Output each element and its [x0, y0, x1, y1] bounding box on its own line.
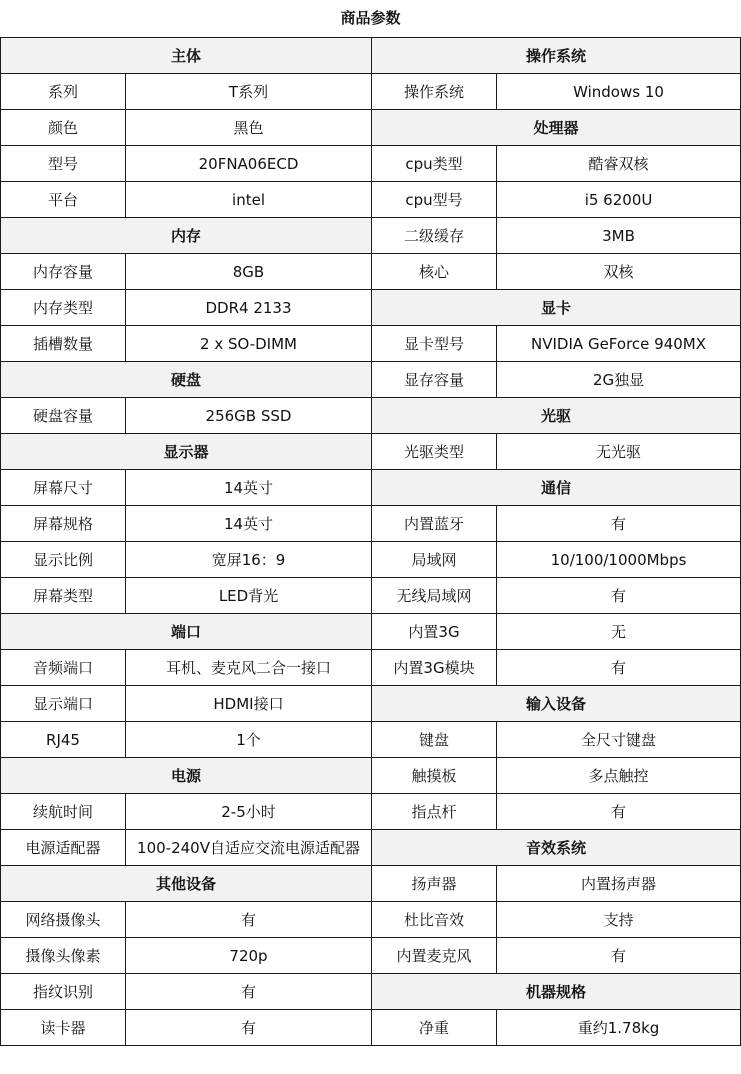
- right-spec-value: 无: [497, 614, 741, 650]
- table-row: [1, 38, 741, 74]
- page-title: 商品参数: [340, 9, 401, 27]
- right-spec-label: 核心: [372, 254, 497, 290]
- table-row: [1, 398, 741, 434]
- left-section-header: 电源: [1, 758, 372, 794]
- left-spec-label: RJ45: [1, 722, 126, 758]
- table-row: [1, 578, 741, 614]
- left-spec-value: 256GB SSD: [126, 398, 372, 434]
- right-spec-label: 净重: [372, 1010, 497, 1046]
- table-row: [1, 686, 741, 722]
- right-spec-label: 内置3G模块: [372, 650, 497, 686]
- table-row: [1, 74, 741, 110]
- right-spec-label: 光驱类型: [372, 434, 497, 470]
- right-spec-value: 3MB: [497, 218, 741, 254]
- table-row: [1, 146, 741, 182]
- right-spec-label: 触摸板: [372, 758, 497, 794]
- left-spec-label: 读卡器: [1, 1010, 126, 1046]
- left-spec-label: 内存类型: [1, 290, 126, 326]
- left-spec-label: 屏幕规格: [1, 506, 126, 542]
- right-spec-value: 有: [497, 938, 741, 974]
- left-section-header: 主体: [1, 38, 372, 74]
- left-spec-value: 720p: [126, 938, 372, 974]
- right-spec-value: 10/100/1000Mbps: [497, 542, 741, 578]
- right-spec-label: cpu型号: [372, 182, 497, 218]
- table-row: [1, 218, 741, 254]
- left-spec-label: 指纹识别: [1, 974, 126, 1010]
- right-section-header: 音效系统: [372, 830, 741, 866]
- right-spec-value: 内置扬声器: [497, 866, 741, 902]
- right-spec-value: 酷睿双核: [497, 146, 741, 182]
- table-row: [1, 254, 741, 290]
- left-spec-label: 屏幕尺寸: [1, 470, 126, 506]
- spec-table: [0, 37, 741, 1046]
- left-spec-value: 有: [126, 902, 372, 938]
- table-row: [1, 830, 741, 866]
- right-spec-value: i5 6200U: [497, 182, 741, 218]
- right-spec-label: 显卡型号: [372, 326, 497, 362]
- left-spec-value: 2-5小时: [126, 794, 372, 830]
- left-spec-value: 宽屏16：9: [126, 542, 372, 578]
- left-spec-value: 2 x SO-DIMM: [126, 326, 372, 362]
- left-spec-value: 1个: [126, 722, 372, 758]
- table-row: [1, 470, 741, 506]
- right-section-header: 输入设备: [372, 686, 741, 722]
- left-spec-value: LED背光: [126, 578, 372, 614]
- right-section-header: 操作系统: [372, 38, 741, 74]
- left-spec-value: HDMI接口: [126, 686, 372, 722]
- right-section-header: 光驱: [372, 398, 741, 434]
- left-section-header: 显示器: [1, 434, 372, 470]
- right-spec-value: Windows 10: [497, 74, 741, 110]
- left-spec-label: 系列: [1, 74, 126, 110]
- right-section-header: 处理器: [372, 110, 741, 146]
- right-spec-label: 二级缓存: [372, 218, 497, 254]
- left-spec-value: 耳机、麦克风二合一接口: [126, 650, 372, 686]
- right-spec-value: 重约1.78kg: [497, 1010, 741, 1046]
- table-row: [1, 974, 741, 1010]
- right-spec-label: 内置麦克风: [372, 938, 497, 974]
- left-spec-label: 平台: [1, 182, 126, 218]
- table-row: [1, 362, 741, 398]
- table-row: [1, 542, 741, 578]
- right-spec-value: 有: [497, 506, 741, 542]
- left-spec-value: DDR4 2133: [126, 290, 372, 326]
- table-row: [1, 902, 741, 938]
- left-spec-value: 8GB: [126, 254, 372, 290]
- spec-table-body: [1, 38, 741, 1046]
- right-section-header: 显卡: [372, 290, 741, 326]
- right-spec-value: 有: [497, 578, 741, 614]
- table-row: [1, 1010, 741, 1046]
- table-row: [1, 794, 741, 830]
- left-spec-value: 14英寸: [126, 470, 372, 506]
- left-section-header: 内存: [1, 218, 372, 254]
- table-row: [1, 614, 741, 650]
- right-spec-value: 双核: [497, 254, 741, 290]
- left-spec-label: 屏幕类型: [1, 578, 126, 614]
- left-spec-label: 电源适配器: [1, 830, 126, 866]
- right-spec-value: 全尺寸键盘: [497, 722, 741, 758]
- left-spec-value: 14英寸: [126, 506, 372, 542]
- table-row: [1, 290, 741, 326]
- left-spec-value: 有: [126, 974, 372, 1010]
- left-spec-label: 续航时间: [1, 794, 126, 830]
- table-row: [1, 650, 741, 686]
- right-spec-label: 无线局域网: [372, 578, 497, 614]
- table-row: [1, 938, 741, 974]
- right-spec-label: 内置3G: [372, 614, 497, 650]
- right-spec-value: NVIDIA GeForce 940MX: [497, 326, 741, 362]
- right-spec-label: 操作系统: [372, 74, 497, 110]
- table-row: [1, 182, 741, 218]
- right-spec-label: 内置蓝牙: [372, 506, 497, 542]
- right-spec-label: 杜比音效: [372, 902, 497, 938]
- right-spec-value: 有: [497, 794, 741, 830]
- left-spec-value: 100-240V自适应交流电源适配器: [126, 830, 372, 866]
- left-spec-value: T系列: [126, 74, 372, 110]
- left-spec-label: 型号: [1, 146, 126, 182]
- table-row: [1, 110, 741, 146]
- left-spec-label: 颜色: [1, 110, 126, 146]
- table-row: [1, 434, 741, 470]
- right-spec-value: 有: [497, 650, 741, 686]
- left-spec-label: 插槽数量: [1, 326, 126, 362]
- left-section-header: 其他设备: [1, 866, 372, 902]
- left-spec-label: 硬盘容量: [1, 398, 126, 434]
- left-spec-label: 音频端口: [1, 650, 126, 686]
- left-section-header: 端口: [1, 614, 372, 650]
- left-spec-label: 显示端口: [1, 686, 126, 722]
- right-spec-value: 无光驱: [497, 434, 741, 470]
- right-spec-value: 支持: [497, 902, 741, 938]
- right-spec-label: 键盘: [372, 722, 497, 758]
- table-row: [1, 326, 741, 362]
- left-spec-value: 有: [126, 1010, 372, 1046]
- right-spec-label: 扬声器: [372, 866, 497, 902]
- left-spec-label: 网络摄像头: [1, 902, 126, 938]
- table-row: [1, 506, 741, 542]
- right-spec-value: 多点触控: [497, 758, 741, 794]
- right-spec-label: 指点杆: [372, 794, 497, 830]
- right-spec-label: cpu类型: [372, 146, 497, 182]
- left-spec-value: 黑色: [126, 110, 372, 146]
- left-spec-label: 摄像头像素: [1, 938, 126, 974]
- right-section-header: 通信: [372, 470, 741, 506]
- table-row: [1, 866, 741, 902]
- right-spec-value: 2G独显: [497, 362, 741, 398]
- right-spec-label: 局域网: [372, 542, 497, 578]
- left-spec-label: 内存容量: [1, 254, 126, 290]
- left-spec-value: intel: [126, 182, 372, 218]
- right-section-header: 机器规格: [372, 974, 741, 1010]
- left-spec-value: 20FNA06ECD: [126, 146, 372, 182]
- table-row: [1, 722, 741, 758]
- left-spec-label: 显示比例: [1, 542, 126, 578]
- right-spec-label: 显存容量: [372, 362, 497, 398]
- left-section-header: 硬盘: [1, 362, 372, 398]
- table-row: [1, 758, 741, 794]
